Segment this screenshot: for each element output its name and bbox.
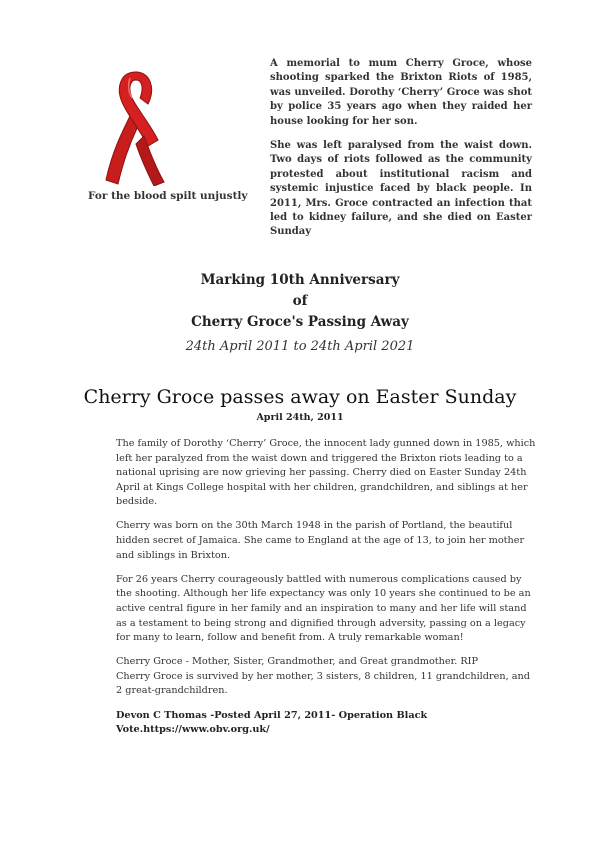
article-paragraph: Cherry was born on the 30th March 1948 in the parish of Portland, the beautiful hidden secret of Jamaica. She came to England at the age of 13, to join her mother and siblings in Brixton. — [116, 520, 525, 561]
article-date: April 24th, 2011 — [256, 412, 344, 423]
intro-text — [270, 57, 532, 250]
article-body — [116, 437, 536, 747]
ribbon-caption: For the blood spilt unjustly — [88, 190, 248, 202]
anniversary-block — [0, 270, 600, 354]
intro-paragraph: She was left paralysed from the waist down. Two days of riots followed as the community protested about institutional racism and systemic injustice faced by black people. In 2011, Mrs. Groce contracted an infection that led to kidney failure, and she died on Easter Sunday — [270, 140, 532, 238]
anniversary-dates: 24th April 2011 to 24th April 2021 — [185, 339, 415, 354]
intro-paragraph: A memorial to mum Cherry Groce, whose shooting sparked the Brixton Riots of 1985, was unveiled. Dorothy ‘Cherry’ Groce was shot by police 35 years ago when they raided her house looking for her son. — [270, 58, 532, 127]
closing-line: Cherry Groce - Mother, Sister, Grandmother, and Great grandmother. RIP — [116, 656, 479, 668]
article-closing — [116, 655, 536, 699]
article-paragraph: The family of Dorothy ‘Cherry’ Groce, the innocent lady gunned down in 1985, which left her paralyzed from the waist down and triggered the Brixton riots leading to a national uprising are now grieving her passing. Cherry died on Easter Sunday 24th April at Kings College hospital with her children, grandchildren, and siblings at her bedside. — [116, 438, 536, 508]
article-headline: Cherry Groce passes away on Easter Sunday — [83, 386, 517, 408]
anniversary-line: of — [292, 293, 308, 309]
awareness-ribbon-icon — [104, 66, 168, 186]
anniversary-line: Marking 10th Anniversary — [200, 272, 400, 288]
article-paragraph: For 26 years Cherry courageously battled with numerous complications caused by the shooting. Although her life expectancy was only 10 years she continued to be an active central figure in her family and an inspiration to many and her life will stand as a testament to being strong and dignified through adversity, passing on a legacy for many to learn, follow and benefit from. A truly remarkable woman! — [116, 573, 531, 644]
article-byline: Devon C Thomas -Posted April 27, 2011- Operation Black Vote.https://www.obv.org.uk/ — [116, 709, 428, 736]
closing-line: Cherry Groce is survived by her mother, 3 sisters, 8 children, 11 grandchildren, and 2 great-grandchildren. — [116, 670, 530, 697]
anniversary-line: Cherry Groce's Passing Away — [191, 314, 409, 330]
